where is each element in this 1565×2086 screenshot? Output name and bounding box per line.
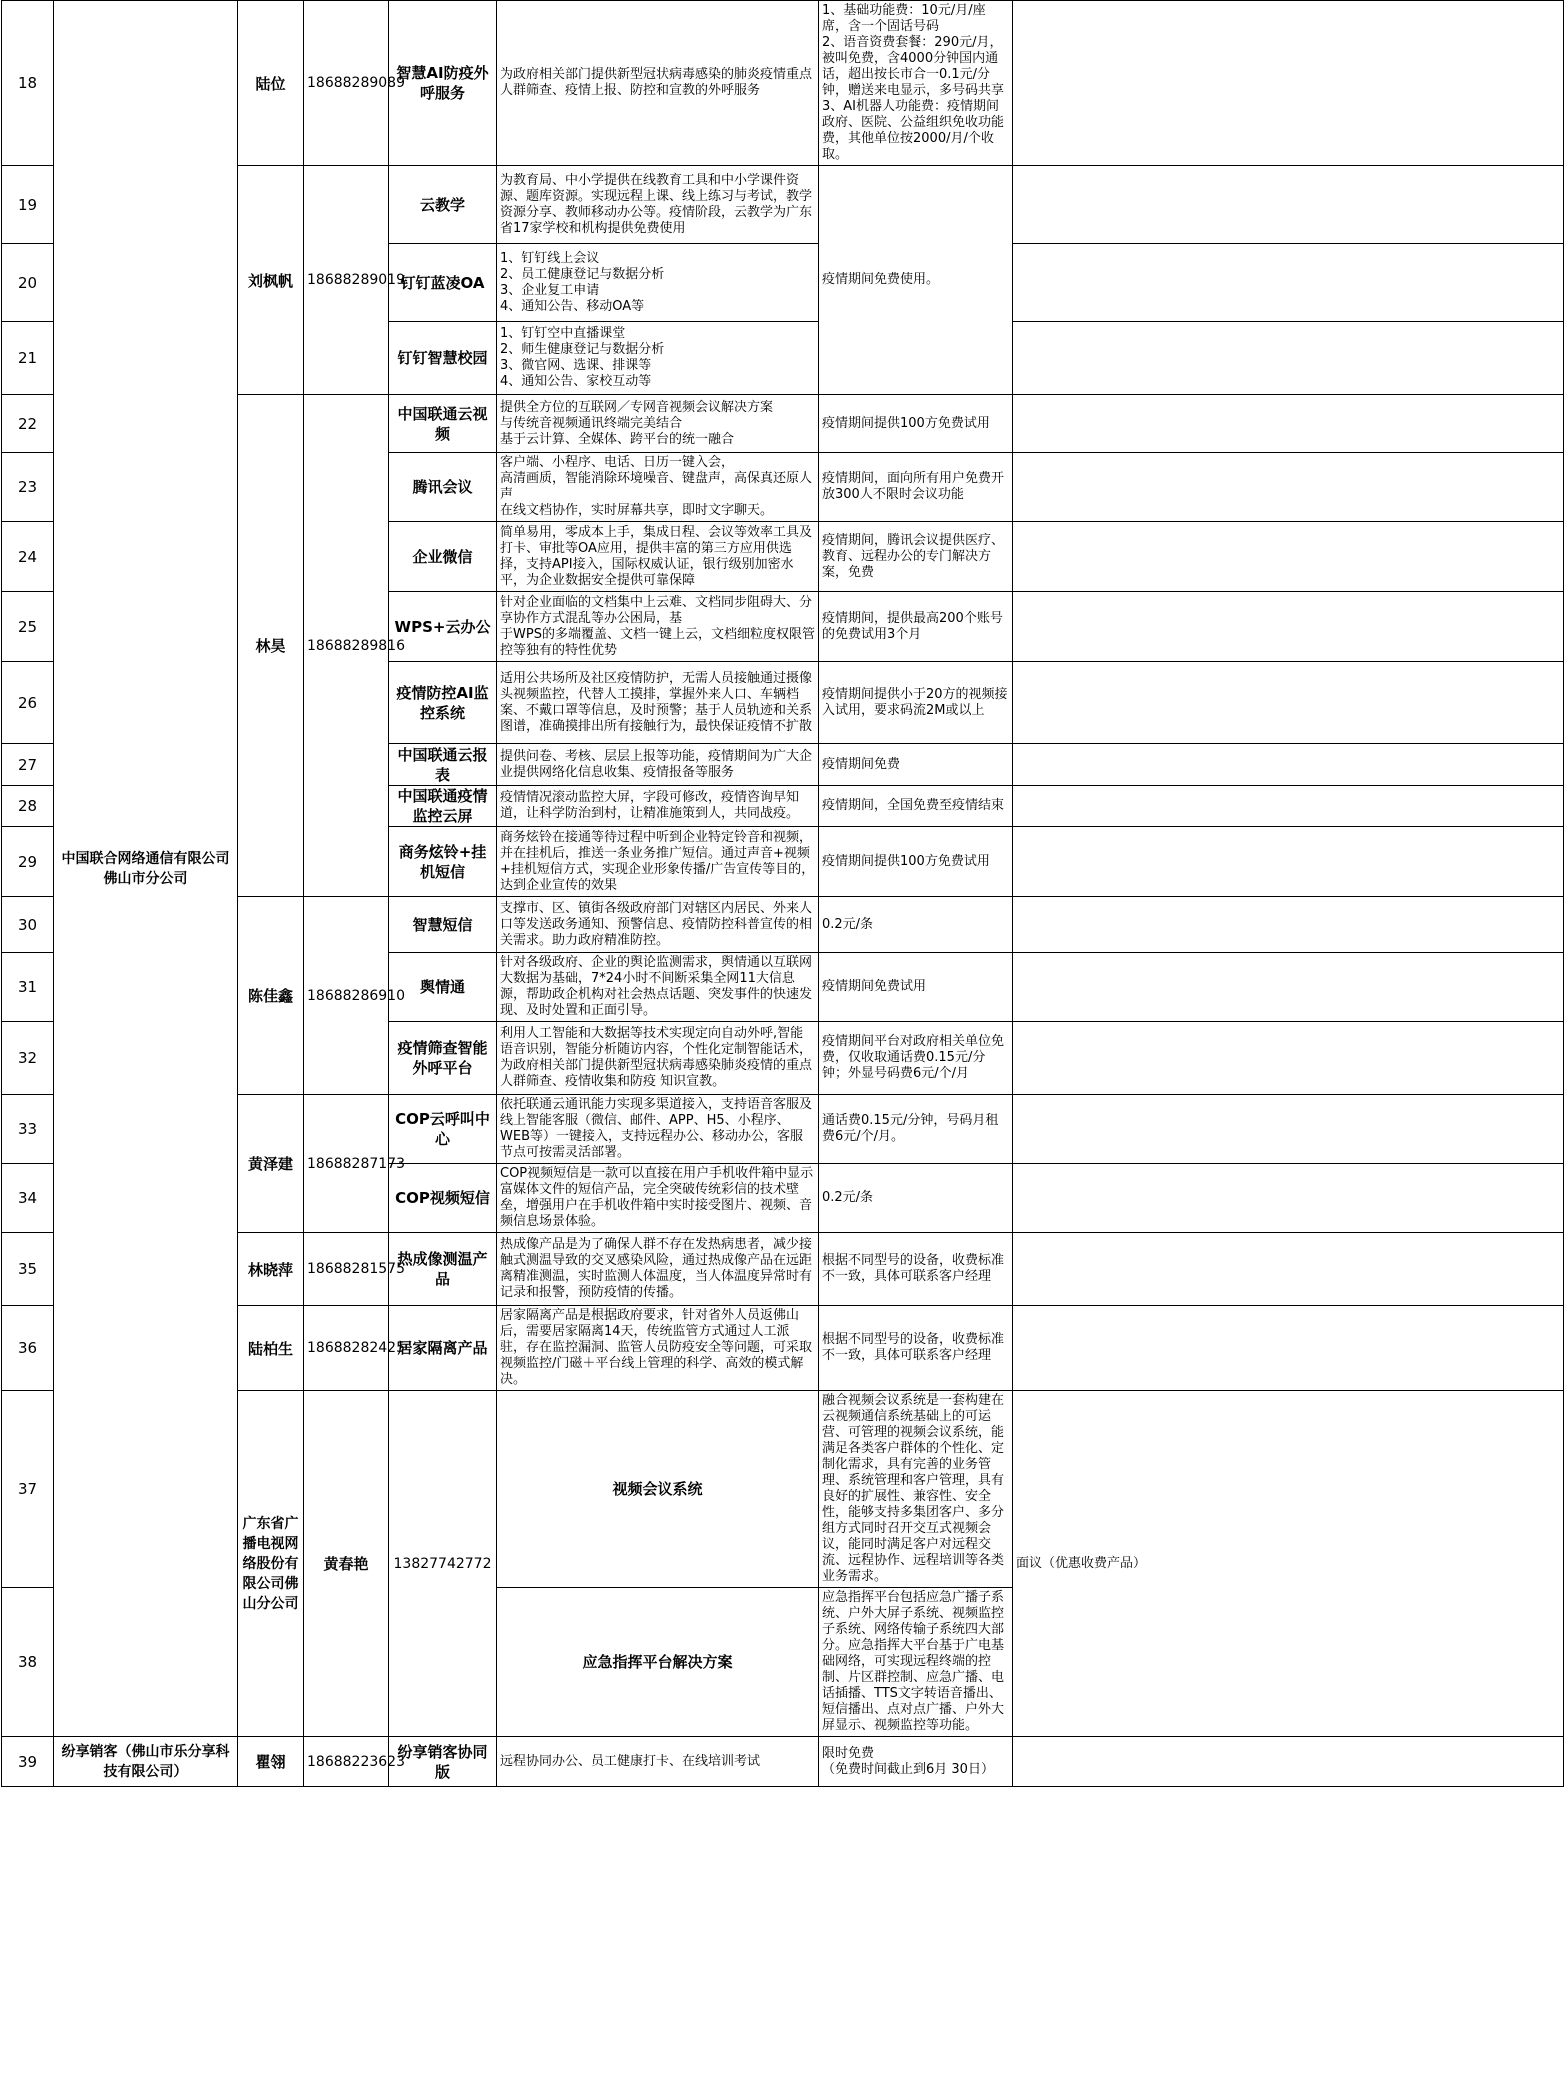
row-number: 30 [2,897,54,953]
product-description: 为教育局、中小学提供在线教育工具和中小学课件资源、题库资源。实现远程上课、线上练习与考试，教学资源分享、教师移动办公等。疫情阶段，云教学为广东省17家学校和机构提供免费使用 [497,166,819,244]
product-name: 舆情通 [389,953,497,1022]
row-number: 35 [2,1233,54,1306]
product-name: 云教学 [389,166,497,244]
product-name: 热成像测温产品 [389,1233,497,1306]
row-number: 34 [2,1164,54,1233]
row-number: 29 [2,827,54,897]
contact-name: 陈佳鑫 [238,897,304,1095]
product-description: 1、钉钉线上会议 2、员工健康登记与数据分析 3、企业复工申请 4、通知公告、移动OA等 [497,244,819,322]
pricing: 根据不同型号的设备，收费标准不一致，具体可联系客户经理 [819,1306,1013,1391]
pricing: 疫情期间，提供最高200个账号的免费试用3个月 [819,592,1013,662]
remark-cell [1013,322,1564,395]
contact-phone: 18688289019 [304,166,389,395]
row-number: 18 [2,1,54,166]
product-name: 中国联通云视频 [389,395,497,453]
contact-phone: 18688289816 [304,395,389,897]
product-description: 1、钉钉空中直播课堂 2、师生健康登记与数据分析 3、微官网、选课、排课等 4、通知公告、家校互动等 [497,322,819,395]
contact-name: 林昊 [238,395,304,897]
remark-cell [1013,395,1564,453]
company-name: 广东省广播电视网络股份有限公司佛山分公司 [238,1391,304,1737]
product-name: 疫情筛查智能外呼平台 [389,1022,497,1095]
row-number: 24 [2,522,54,592]
product-description: 提供问卷、考核、层层上报等功能，疫情期间为广大企业提供网络化信息收集、疫情报备等服务 [497,744,819,786]
remark-cell [1013,1164,1564,1233]
product-name: 居家隔离产品 [389,1306,497,1391]
pricing: 疫情期间，面向所有用户免费开放300人不限时会议功能 [819,453,1013,522]
row-number: 19 [2,166,54,244]
service-table [1,0,1564,1787]
contact-name: 刘枫帆 [238,166,304,395]
pricing: 疫情期间免费 [819,744,1013,786]
product-name: 钉钉蓝凌OA [389,244,497,322]
remark-cell [1013,662,1564,744]
product-name: 中国联通疫情监控云屏 [389,786,497,827]
row-number: 32 [2,1022,54,1095]
product-description: 提供全方位的互联网／专网音视频会议解决方案 与传统音视频通讯终端完美结合 基于云计算、全媒体、跨平台的统一融合 [497,395,819,453]
remark-cell [1013,1306,1564,1391]
product-description: 适用公共场所及社区疫情防护，无需人员接触通过摄像头视频监控，代替人工摸排，掌握外来人口、车辆档案、不戴口罩等信息，及时预警；基于人员轨迹和关系图谱，准确摸排出所有接触行为，最快保证疫情不扩散 [497,662,819,744]
contact-phone: 18688281575 [304,1233,389,1306]
contact-name: 瞿翎 [238,1737,304,1787]
company-name: 纷享销客（佛山市乐分享科技有限公司） [54,1737,238,1787]
product-description: 支撑市、区、镇街各级政府部门对辖区内居民、外来人口等发送政务通知、预警信息、疫情防控科普宣传的相关需求。助力政府精准防控。 [497,897,819,953]
row-number: 33 [2,1095,54,1164]
contact-phone: 18688282425 [304,1306,389,1391]
pricing: 0.2元/条 [819,1164,1013,1233]
table-row [2,1737,1564,1787]
contact-phone: 18688287173 [304,1095,389,1233]
remark-cell [1013,1737,1564,1787]
remark-cell [1013,786,1564,827]
remark-cell [1013,522,1564,592]
product-description: 应急指挥平台包括应急广播子系统、户外大屏子系统、视频监控子系统、网络传输子系统四大部分。应急指挥大平台基于广电基础网络，可实现远程终端的控制、片区群控制、应急广播、电话插播、TTS文字转语音播出、短信播出、点对点广播、户外大屏显示、视频监控等功能。 [819,1588,1013,1737]
row-number: 22 [2,395,54,453]
pricing: 0.2元/条 [819,897,1013,953]
product-description: 针对各级政府、企业的舆论监测需求，舆情通以互联网大数据为基础，7*24小时不间断采集全网11大信息源，帮助政企机构对社会热点话题、突发事件的快速发现、及时处置和正面引导。 [497,953,819,1022]
product-name: 疫情防控AI监控系统 [389,662,497,744]
pricing: 限时免费 （免费时间截止到6月 30日） [819,1737,1013,1787]
pricing: 疫情期间，腾讯会议提供医疗、教育、远程办公的专门解决方案，免费 [819,522,1013,592]
product-name: 应急指挥平台解决方案 [497,1588,819,1737]
product-name: 中国联通云报表 [389,744,497,786]
product-description: 简单易用，零成本上手，集成日程、会议等效率工具及打卡、审批等OA应用，提供丰富的第三方应用供选择，支持API接入，国际权威认证，银行级别加密水平，为企业数据安全提供可靠保障 [497,522,819,592]
product-name: 纷享销客协同版 [389,1737,497,1787]
product-name: COP云呼叫中心 [389,1095,497,1164]
remark-cell [1013,592,1564,662]
row-number: 20 [2,244,54,322]
product-name: 商务炫铃+挂机短信 [389,827,497,897]
pricing: 疫情期间免费使用。 [819,166,1013,395]
product-description: 远程协同办公、员工健康打卡、在线培训考试 [497,1737,819,1787]
row-number: 37 [2,1391,54,1588]
row-number: 27 [2,744,54,786]
product-name: WPS+云办公 [389,592,497,662]
product-description: 融合视频会议系统是一套构建在云视频通信系统基础上的可运营、可管理的视频会议系统，能满足各类客户群体的个性化、定制化需求，具有完善的业务管理、系统管理和客户管理，具有良好的扩展性、兼容性、安全性，能够支持多集团客户、多分组方式同时召开交互式视频会议，能同时满足客户对远程交流、远程协作、远程培训等各类业务需求。 [819,1391,1013,1588]
contact-name: 陆位 [238,1,304,166]
company-name: 中国联合网络通信有限公司佛山市分公司 [54,1,238,1737]
row-number: 23 [2,453,54,522]
product-description: 为政府相关部门提供新型冠状病毒感染的肺炎疫情重点人群筛查、疫情上报、防控和宣教的外呼服务 [497,1,819,166]
contact-name: 林晓萍 [238,1233,304,1306]
product-name: 智慧短信 [389,897,497,953]
row-number: 28 [2,786,54,827]
pricing: 疫情期间提供100方免费试用 [819,395,1013,453]
pricing: 1、基础功能费：10元/月/座席，含一个固话号码 2、语音资费套餐：290元/月，被叫免费，含4000分钟国内通话，超出按长市合一0.1元/分钟，赠送来电显示，多号码共享 3、AI机器人功能费：疫情期间政府、医院、公益组织免收功能费，其他单位按2000/月/个收取。 [819,1,1013,166]
product-name: 腾讯会议 [389,453,497,522]
pricing: 疫情期间提供100方免费试用 [819,827,1013,897]
pricing: 疫情期间，全国免费至疫情结束 [819,786,1013,827]
product-name: 钉钉智慧校园 [389,322,497,395]
row-number: 31 [2,953,54,1022]
contact-phone: 13827742772 [389,1391,497,1737]
product-description: 依托联通云通讯能力实现多渠道接入，支持语音客服及线上智能客服（微信、邮件、APP、H5、小程序、WEB等）一键接入，支持远程办公、移动办公，客服节点可按需灵活部署。 [497,1095,819,1164]
row-number: 36 [2,1306,54,1391]
pricing: 疫情期间平台对政府相关单位免费，仅收取通话费0.15元/分钟；外显号码费6元/个/月 [819,1022,1013,1095]
remark-cell [1013,1022,1564,1095]
remark-cell [1013,1095,1564,1164]
remark-cell [1013,953,1564,1022]
product-name: 企业微信 [389,522,497,592]
remark-cell [1013,744,1564,786]
table-row [2,1,1564,166]
row-number: 26 [2,662,54,744]
contact-phone: 18688286910 [304,897,389,1095]
remark-cell [1013,897,1564,953]
row-number: 38 [2,1588,54,1737]
pricing: 根据不同型号的设备，收费标准不一致，具体可联系客户经理 [819,1233,1013,1306]
remark-cell [1013,1233,1564,1306]
product-description: 利用人工智能和大数据等技术实现定向自动外呼,智能语音识别，智能分析随访内容，个性化定制智能话术，为政府相关部门提供新型冠状病毒感染肺炎疫情的重点人群筛查、疫情收集和防疫 知识宣教。 [497,1022,819,1095]
pricing: 疫情期间提供小于20方的视频接入试用，要求码流2M或以上 [819,662,1013,744]
product-name: 视频会议系统 [497,1391,819,1588]
pricing: 通话费0.15元/分钟，号码月租费6元/个/月。 [819,1095,1013,1164]
contact-phone: 18688223623 [304,1737,389,1787]
row-number: 21 [2,322,54,395]
remark-cell [1013,244,1564,322]
product-description: 热成像产品是为了确保人群不存在发热病患者，减少接触式测温导致的交叉感染风险，通过热成像产品在远距离精准测温，实时监测人体温度，当人体温度异常时有记录和报警，预防疫情的传播。 [497,1233,819,1306]
pricing: 疫情期间免费试用 [819,953,1013,1022]
remark-cell [1013,453,1564,522]
row-number: 39 [2,1737,54,1787]
contact-name: 黄春艳 [304,1391,389,1737]
product-name: COP视频短信 [389,1164,497,1233]
product-description: 针对企业面临的文档集中上云难、文档同步阻碍大、分享协作方式混乱等办公困局，基 于WPS的多端覆盖、文档一键上云，文档细粒度权限管控等独有的特性优势 [497,592,819,662]
contact-name: 黄泽建 [238,1095,304,1233]
contact-phone: 18688289089 [304,1,389,166]
pricing: 面议（优惠收费产品） [1013,1391,1564,1737]
contact-name: 陆柏生 [238,1306,304,1391]
remark-cell [1013,827,1564,897]
product-description: 客户端、小程序、电话、日历一键入会， 高清画质，智能消除环境噪音、键盘声，高保真还原人声 在线文档协作，实时屏幕共享，即时文字聊天。 [497,453,819,522]
product-description: COP视频短信是一款可以直接在用户手机收件箱中显示富媒体文件的短信产品，完全突破传统彩信的技术壁垒，增强用户在手机收件箱中实时接受图片、视频、音频信息场景体验。 [497,1164,819,1233]
row-number: 25 [2,592,54,662]
product-description: 疫情情况滚动监控大屏，字段可修改，疫情咨询早知道，让科学防治到村，让精准施策到人，共同战疫。 [497,786,819,827]
product-description: 居家隔离产品是根据政府要求，针对省外人员返佛山后，需要居家隔离14天，传统监管方式通过人工派驻，存在监控漏洞、监管人员防疫安全等问题，可采取视频监控/门磁＋平台线上管理的科学、高效的模式解决。 [497,1306,819,1391]
remark-cell [1013,166,1564,244]
product-description: 商务炫铃在接通等待过程中听到企业特定铃音和视频，并在挂机后，推送一条业务推广短信。通过声音+视频+挂机短信方式，实现企业形象传播/广告宣传等目的，达到企业宣传的效果 [497,827,819,897]
remark-cell [1013,1,1564,166]
product-name: 智慧AI防疫外呼服务 [389,1,497,166]
